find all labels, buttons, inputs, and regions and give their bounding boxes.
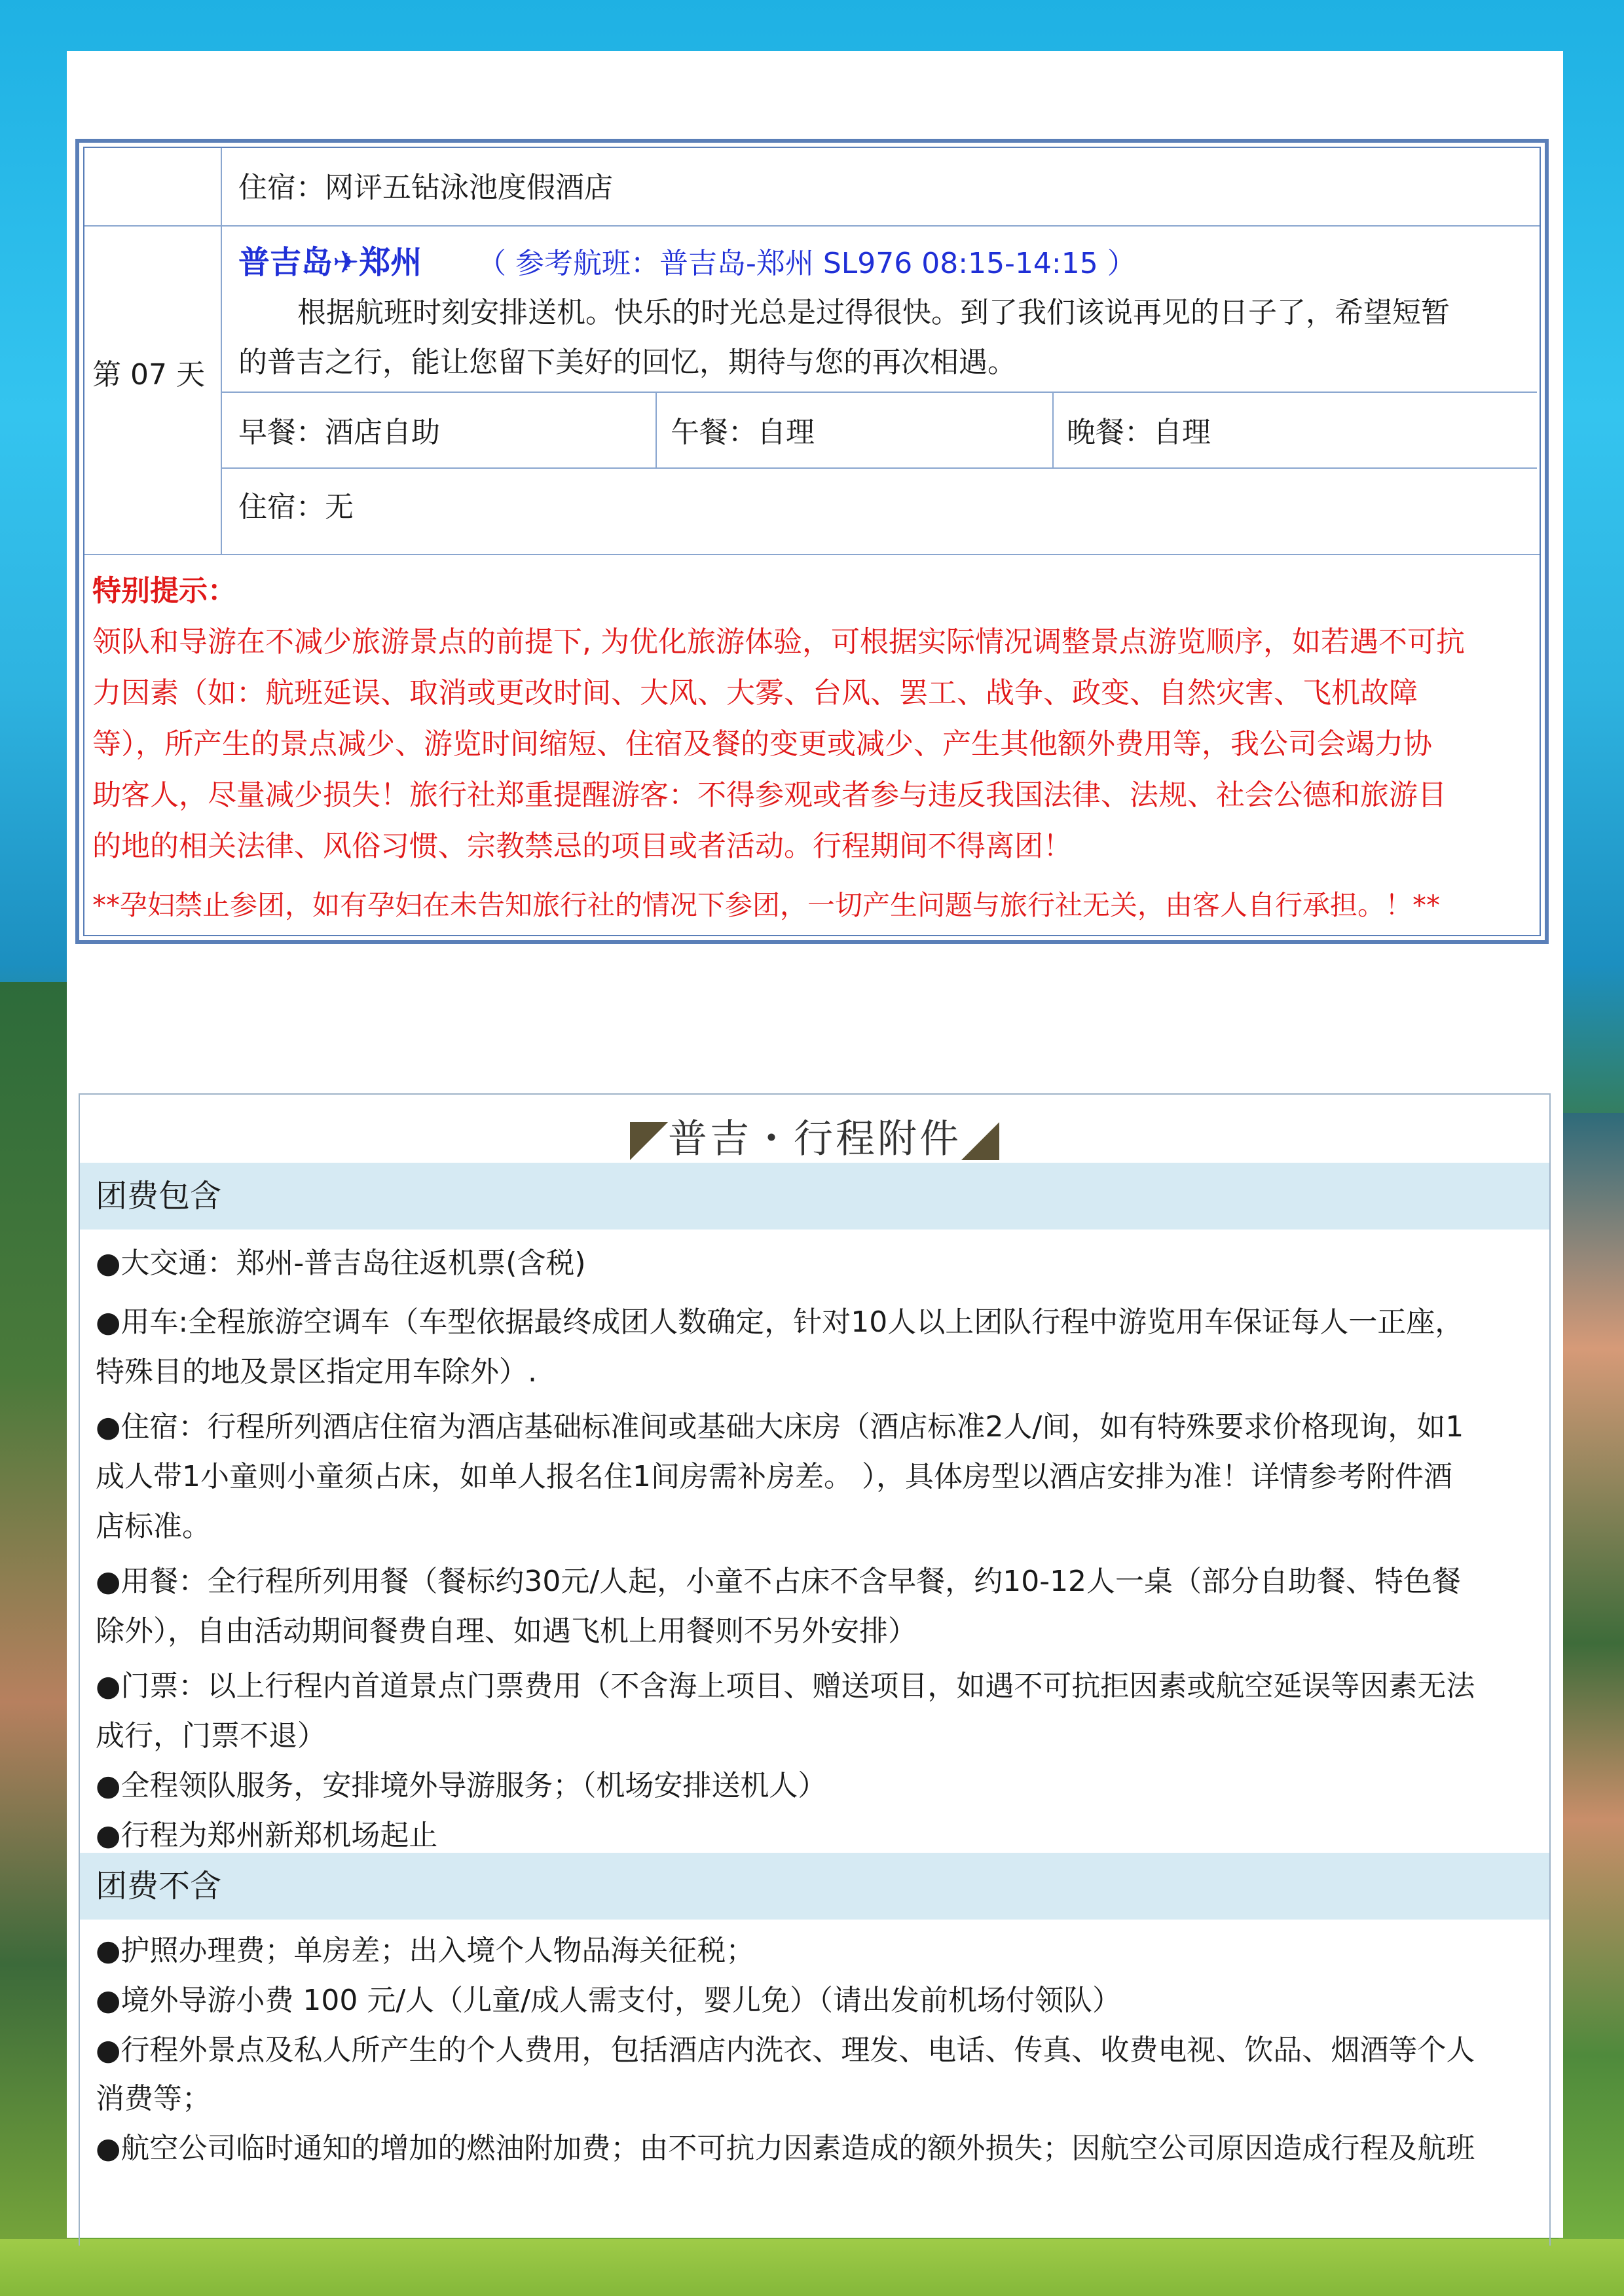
notice-line: 领队和导游在不减少旅游景点的前提下, 为优化旅游体验，可根据实际情况调整景点游览顺序，如若遇不可抗 <box>92 625 1465 659</box>
corner-triangle-icon <box>961 1122 999 1160</box>
notice-line: 力因素（如：航班延误、取消或更改时间、大风、大雾、台风、罢工、战争、政变、自然灾害、飞机故障 <box>92 676 1418 710</box>
included-item: 店标准。 <box>96 1510 211 1543</box>
included-section-header: 团费包含 <box>80 1163 1549 1230</box>
excluded-item: ●航空公司临时通知的增加的燃油附加费；由不可抗力因素造成的额外损失；因航空公司原因造成行程及航班 <box>96 2132 1475 2165</box>
dinner-info: 晚餐：自理 <box>1067 416 1211 449</box>
pregnancy-notice: **孕妇禁止参团，如有孕妇在未告知旅行社的情况下参团，一切产生问题与旅行社无关，由客人自行承担。！** <box>92 889 1441 921</box>
excluded-section-header: 团费不含 <box>80 1853 1549 1920</box>
table-divider <box>655 392 657 467</box>
included-item: ●住宿：行程所列酒店住宿为酒店基础标准间或基础大床房（酒店标准2人/间，如有特殊要求价格现询，如1 <box>96 1410 1464 1444</box>
table-divider <box>221 467 1537 469</box>
background-scenery-left <box>0 982 72 2291</box>
table-divider <box>1052 392 1054 467</box>
included-item: ●全程领队服务，安排境外导游服务；（机场安排送机人） <box>96 1769 827 1802</box>
background-scenery-right <box>1559 1113 1624 2291</box>
excluded-item: ●境外导游小费 100 元/人（儿童/成人需支付，婴儿免）（请出发前机场付领队） <box>96 1984 1121 2017</box>
included-item: ●门票：以上行程内首道景点门票费用（不含海上项目、赠送项目，如遇不可抗拒因素或航空延误等因素无法 <box>96 1669 1475 1703</box>
day-description: 根据航班时刻安排送机。快乐的时光总是过得很快。到了我们该说再见的日子了，希望短暂 <box>297 296 1450 329</box>
itinerary-attachment <box>79 1093 1551 2246</box>
included-item: ●用餐：全行程所列用餐（餐标约30元/人起，小童不占床不含早餐，约10-12人一桌（部分自助餐、特色餐 <box>96 1565 1462 1598</box>
attachment-title: 普吉・行程附件 <box>668 1116 961 1162</box>
notice-title: 特别提示： <box>92 574 236 608</box>
excluded-item: ●行程外景点及私人所产生的个人费用，包括酒店内洗衣、理发、电话、传真、收费电视、饮品、烟酒等个人 <box>96 2033 1475 2067</box>
day-label: 第 07 天 <box>92 358 205 392</box>
included-item: 成行，门票不退） <box>96 1719 326 1753</box>
lunch-info: 午餐：自理 <box>671 416 815 449</box>
included-item: 特殊目的地及景区指定用车除外）. <box>96 1355 537 1389</box>
excluded-item: ●护照办理费；单房差；出入境个人物品海关征税； <box>96 1934 755 1967</box>
table-divider <box>221 148 222 554</box>
breakfast-info: 早餐：酒店自助 <box>238 416 440 449</box>
lodging-info: 住宿：无 <box>238 490 354 524</box>
included-item: ●用车:全程旅游空调车（车型依据最终成团人数确定，针对10人以上团队行程中游览用车保证每人一正座， <box>96 1305 1464 1339</box>
itinerary-table <box>75 139 1549 944</box>
route-title: 普吉岛✈郑州 <box>238 244 422 281</box>
notice-line: 的地的相关法律、风俗习惯、宗教禁忌的项目或者活动。行程期间不得离团！ <box>92 829 1072 863</box>
excluded-item: 消费等； <box>96 2082 211 2115</box>
background-grass <box>0 2239 1624 2296</box>
corner-triangle-icon <box>630 1122 668 1160</box>
previous-lodging: 住宿：网评五钻泳池度假酒店 <box>238 171 613 204</box>
notice-line: 等），所产生的景点减少、游览时间缩短、住宿及餐的变更或减少、产生其他额外费用等，我公司会竭力协 <box>92 727 1432 761</box>
table-divider <box>84 554 1540 555</box>
included-item: ●大交通：郑州-普吉岛往返机票(含税) <box>96 1247 586 1280</box>
table-divider <box>84 225 1540 227</box>
included-item: 除外），自由活动期间餐费自理、如遇飞机上用餐则不另外安排） <box>96 1614 917 1648</box>
notice-line: 助客人，尽量减少损失！旅行社郑重提醒游客：不得参观或者参与违反我国法律、法规、社会公德和旅游目 <box>92 778 1447 812</box>
attachment-heading <box>80 1108 1549 1164</box>
day-description: 的普吉之行，能让您留下美好的回忆，期待与您的再次相遇。 <box>238 346 1016 379</box>
included-item: 成人带1小童则小童须占床，如单人报名住1间房需补房差。 ），具体房型以酒店安排为准！详情参考附件酒 <box>96 1460 1452 1493</box>
flight-info: （ 参考航班：普吉岛-郑州 SL976 08:15-14:15 ） <box>477 247 1136 280</box>
table-divider <box>221 392 1537 393</box>
included-item: ●行程为郑州新郑机场起止 <box>96 1819 438 1852</box>
